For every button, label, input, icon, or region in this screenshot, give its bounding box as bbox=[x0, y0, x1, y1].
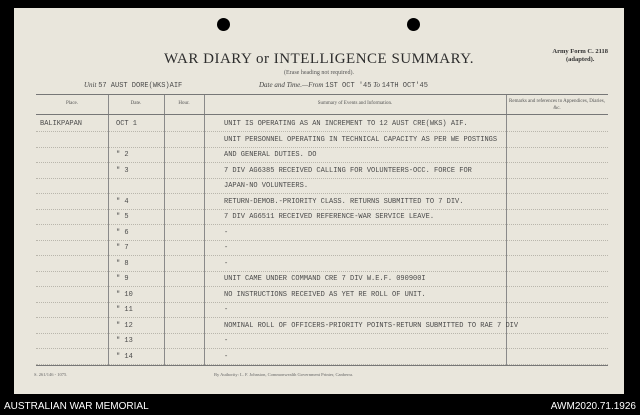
row-date: " 2 bbox=[116, 151, 129, 159]
row-summary: - bbox=[224, 244, 229, 252]
column-header-date: Date. bbox=[130, 101, 142, 106]
table-row bbox=[36, 164, 608, 179]
row-summary: - bbox=[224, 228, 229, 237]
unit-label: Unit bbox=[84, 81, 97, 89]
date-label: Date and Time.—From bbox=[259, 81, 324, 89]
row-date: " 14 bbox=[116, 352, 133, 361]
row-date: " 3 bbox=[116, 166, 129, 175]
printer-authority: By Authority: L. F. Johnston, Commonwealth Government Printer, Canberra. bbox=[214, 372, 354, 377]
row-date: OCT 1 bbox=[116, 120, 138, 128]
document-subtitle: (Erase heading not required). bbox=[284, 70, 354, 76]
date-line bbox=[259, 81, 428, 90]
table-row bbox=[36, 334, 608, 349]
table-row bbox=[36, 133, 608, 148]
table-row bbox=[36, 195, 608, 210]
column-header-summary: Summary of Events and Information. bbox=[317, 101, 393, 106]
row-summary: JAPAN-NO VOLUNTEERS. bbox=[224, 182, 309, 190]
table-row bbox=[36, 117, 608, 132]
table-row bbox=[36, 319, 608, 334]
form-number bbox=[552, 48, 608, 64]
row-date: " 12 bbox=[116, 321, 133, 330]
row-place: BALIKPAPAN bbox=[40, 120, 83, 128]
row-date: " 10 bbox=[116, 290, 133, 299]
punch-hole bbox=[407, 18, 420, 31]
table-row bbox=[36, 241, 608, 256]
row-date: " 11 bbox=[116, 306, 133, 314]
table-row bbox=[36, 179, 608, 194]
punch-hole bbox=[217, 18, 230, 31]
row-summary: - bbox=[224, 352, 229, 361]
date-from: 1ST OCT '45 bbox=[325, 82, 372, 90]
column-header-remarks: Remarks and references to Appendices, Diaries, &c. bbox=[509, 99, 605, 111]
row-date: " 4 bbox=[116, 197, 129, 206]
document-title: WAR DIARY or INTELLIGENCE SUMMARY. bbox=[164, 51, 474, 67]
row-summary: RETURN-DEMOB.-PRIORITY CLASS. RETURNS SUBMITTED TO 7 DIV. bbox=[224, 197, 464, 206]
diary-sheet bbox=[14, 8, 624, 394]
archive-caption: AUSTRALIAN WAR MEMORIAL bbox=[4, 401, 149, 412]
row-summary: NO INSTRUCTIONS RECEIVED AS YET RE ROLL OF UNIT. bbox=[224, 290, 426, 299]
form-adapted-text: (adapted). bbox=[566, 56, 595, 63]
table-row bbox=[36, 210, 608, 225]
row-date: " 8 bbox=[116, 259, 129, 268]
row-summary: UNIT CAME UNDER COMMAND CRE 7 DIV W.E.F. 090900I bbox=[224, 275, 426, 283]
row-summary: - bbox=[224, 306, 229, 314]
row-date: " 6 bbox=[116, 228, 129, 237]
row-date: " 9 bbox=[116, 275, 129, 283]
date-to: 14TH OCT'45 bbox=[381, 82, 428, 90]
form-number-text: Army Form C. 2118 bbox=[552, 48, 608, 55]
row-summary: AND GENERAL DUTIES. DO bbox=[224, 151, 317, 159]
row-summary: UNIT PERSONNEL OPERATING IN TECHNICAL CAPACITY AS PER WE POSTINGS bbox=[224, 135, 498, 144]
table-row bbox=[36, 303, 608, 318]
unit-line bbox=[84, 81, 182, 90]
row-summary: 7 DIV AG6385 RECEIVED CALLING FOR VOLUNTEERS-OCC. FORCE FOR bbox=[224, 166, 472, 175]
column-header-place: Place. bbox=[65, 101, 79, 106]
row-rule bbox=[36, 364, 608, 365]
unit-value: 57 AUST DORE(WKS)AIF bbox=[98, 82, 183, 90]
print-code: S. 261/146 - 1075. bbox=[34, 372, 68, 377]
table-row bbox=[36, 226, 608, 241]
row-date: " 13 bbox=[116, 337, 133, 345]
row-date: " 7 bbox=[116, 244, 129, 252]
row-summary: 7 DIV AG6511 RECEIVED REFERENCE-WAR SERVICE LEAVE. bbox=[224, 213, 435, 221]
table-row bbox=[36, 257, 608, 272]
table-row bbox=[36, 350, 608, 365]
row-date: " 5 bbox=[116, 213, 129, 221]
date-to-label: To bbox=[373, 81, 380, 89]
table-row bbox=[36, 272, 608, 287]
row-summary: - bbox=[224, 259, 229, 268]
row-summary: UNIT IS OPERATING AS AN INCREMENT TO 12 AUST CRE(WKS) AIF. bbox=[224, 120, 468, 128]
header-rule bbox=[36, 114, 608, 115]
table-row bbox=[36, 148, 608, 163]
table-row bbox=[36, 288, 608, 303]
archive-reference: AWM2020.71.1926 bbox=[550, 401, 636, 412]
column-header-hour: Hour. bbox=[178, 101, 190, 106]
diary-table bbox=[36, 94, 608, 366]
row-summary: NOMINAL ROLL OF OFFICERS-PRIORITY POINTS-RETURN SUBMITTED TO RAE 7 DIV bbox=[224, 321, 519, 330]
row-summary: - bbox=[224, 337, 229, 345]
